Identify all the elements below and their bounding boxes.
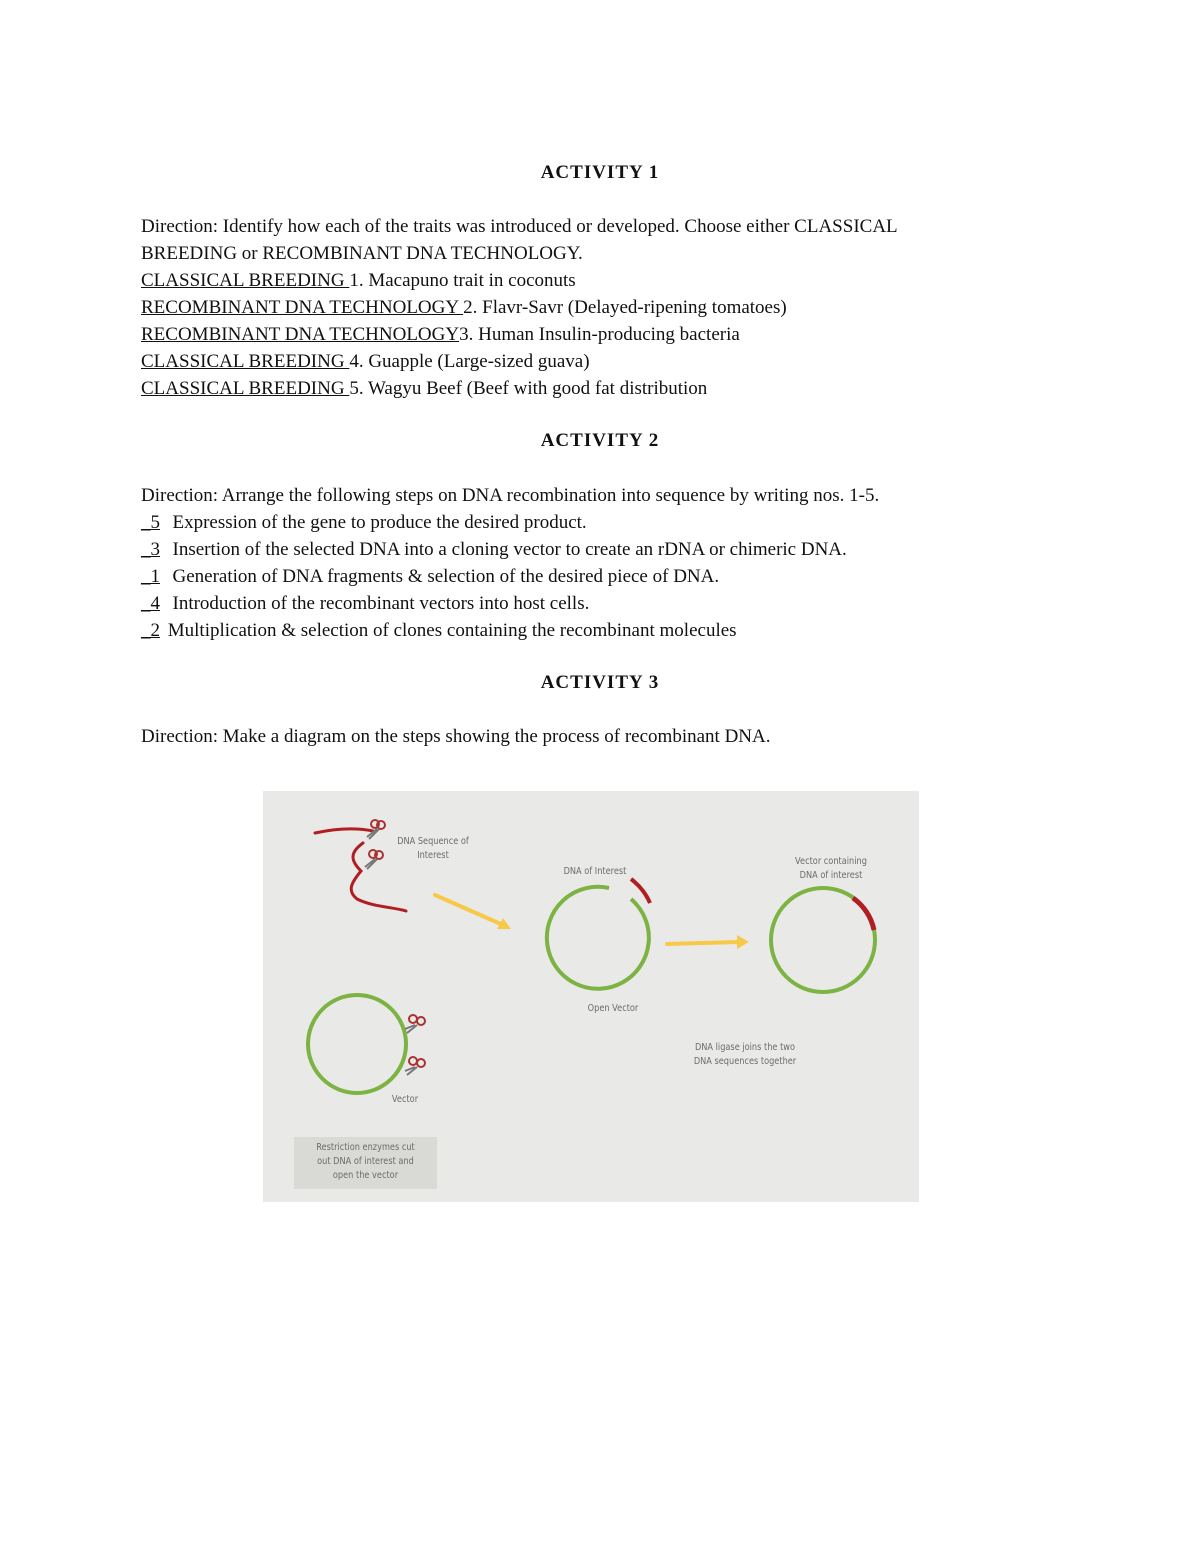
- dna-strand: [315, 829, 373, 833]
- activity1-heading: ACTIVITY 1: [540, 162, 660, 183]
- label-dna-sequence: DNA Sequence of Interest: [397, 836, 469, 861]
- activity2-heading: ACTIVITY 2: [540, 430, 660, 451]
- activity1-item: [141, 376, 707, 402]
- scissors-icon: [405, 1057, 425, 1075]
- item-text: 2. Flavr-Savr (Delayed-ripening tomatoes): [463, 297, 787, 318]
- answer-text: RECOMBINANT DNA TECHNOLOGY: [141, 324, 460, 345]
- step-number: _2: [141, 620, 160, 641]
- step-text: Multiplication & selection of clones containing the recombinant molecules: [167, 620, 737, 641]
- arrow-to-open-vector: [435, 895, 503, 925]
- item-text: 5. Wagyu Beef (Beef with good fat distribution: [349, 378, 708, 399]
- activity2-direction: Direction: Arrange the following steps on DNA recombination into sequence by writing nos. 1-5.: [141, 485, 880, 506]
- activity2-step: [141, 618, 737, 644]
- activity1-item: [141, 349, 590, 375]
- label-restriction: Restriction enzymes cut out DNA of interest and open the vector: [316, 1142, 415, 1181]
- activity2-step: [141, 537, 847, 563]
- activity1-direction-line1: Direction: Identify how each of the traits was introduced or developed. Choose either CLASSICAL: [141, 216, 898, 237]
- item-text: 1. Macapuno trait in coconuts: [349, 270, 576, 291]
- item-text: 4. Guapple (Large-sized guava): [349, 351, 590, 372]
- activity1-direction-line2: BREEDING or RECOMBINANT DNA TECHNOLOGY.: [141, 243, 583, 264]
- arrow-head: [737, 935, 749, 949]
- activity2-step: [141, 591, 589, 617]
- step-number: _5: [141, 512, 160, 533]
- step-text: Generation of DNA fragments & selection of the desired piece of DNA.: [172, 566, 720, 587]
- vector-ring: [308, 995, 406, 1093]
- arrow-to-recombinant-vector: [667, 942, 739, 944]
- activity2-step: [141, 564, 719, 590]
- step-text: Introduction of the recombinant vectors into host cells.: [172, 593, 590, 614]
- activity3-direction: Direction: Make a diagram on the steps showing the process of recombinant DNA.: [141, 726, 771, 747]
- activity1-item: [141, 295, 787, 321]
- answer-text: RECOMBINANT DNA TECHNOLOGY: [141, 297, 464, 318]
- step-text: Expression of the gene to produce the desired product.: [172, 512, 587, 533]
- activity1-item: [141, 322, 740, 348]
- activity3-heading: ACTIVITY 3: [540, 672, 660, 693]
- step-text: Insertion of the selected DNA into a cloning vector to create an rDNA or chimeric DNA.: [172, 539, 847, 560]
- label-dna-of-interest: DNA of Interest: [563, 866, 627, 877]
- inserted-dna: [853, 898, 874, 930]
- step-number: _1: [141, 566, 160, 587]
- activity2-step: [141, 510, 587, 536]
- answer-text: CLASSICAL BREEDING: [141, 270, 350, 291]
- label-open-vector: Open Vector: [587, 1003, 639, 1014]
- step-number: _3: [141, 539, 160, 560]
- activity1-item: [141, 268, 576, 294]
- scissors-icon: [365, 850, 383, 869]
- scissors-icon: [405, 1015, 425, 1033]
- item-text: 3. Human Insulin-producing bacteria: [459, 324, 740, 345]
- answer-text: CLASSICAL BREEDING: [141, 351, 350, 372]
- label-vector: Vector: [391, 1094, 419, 1105]
- answer-text: CLASSICAL BREEDING: [141, 378, 350, 399]
- step-number: _4: [141, 593, 160, 614]
- open-vector-ring: [547, 887, 649, 989]
- label-ligase: DNA ligase joins the two DNA sequences together: [693, 1042, 797, 1067]
- label-vector-containing: Vector containing DNA of interest: [795, 856, 867, 881]
- recombinant-dna-diagram: [263, 791, 919, 1202]
